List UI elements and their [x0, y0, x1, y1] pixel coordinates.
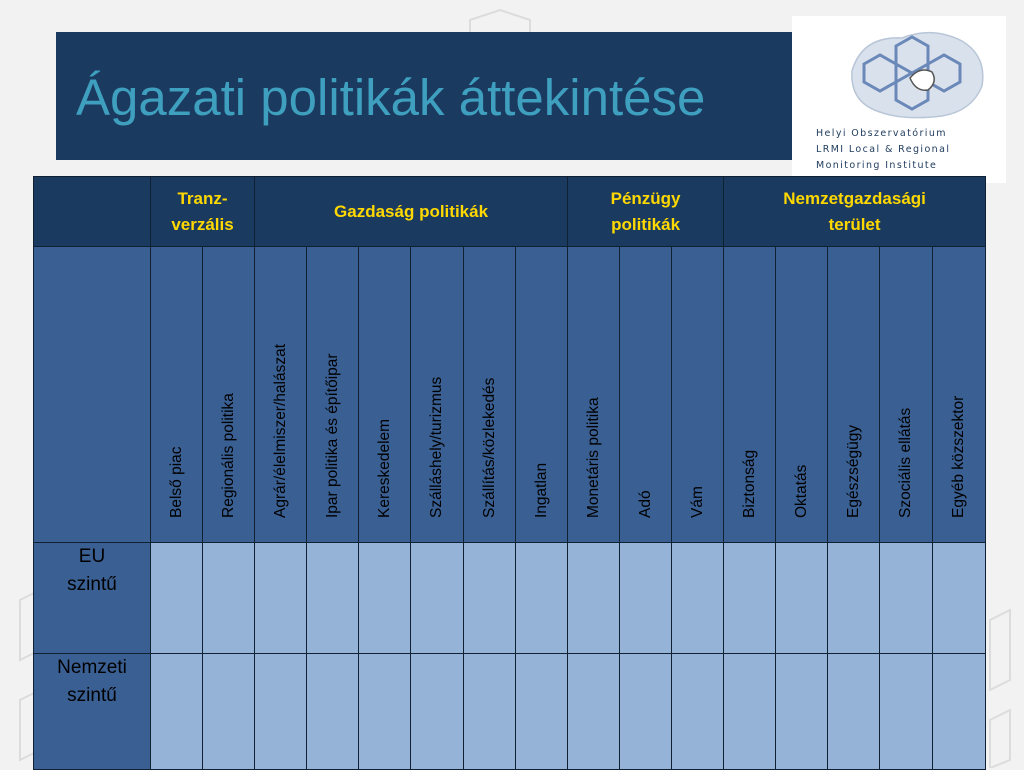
group-label-line2: politikák — [611, 214, 681, 234]
logo-caption-line1: Helyi Obszervatórium — [816, 128, 947, 139]
column-header-row — [34, 247, 986, 543]
table-cell — [724, 654, 776, 770]
column-label: Regionális politika — [219, 393, 237, 518]
column-header — [307, 247, 359, 543]
group-header-transversal — [151, 177, 255, 247]
title-bar — [56, 32, 804, 160]
column-header — [411, 247, 464, 543]
column-label: Vám — [688, 486, 706, 518]
row-label-national — [34, 654, 151, 770]
column-header — [516, 247, 568, 543]
table-cell — [620, 543, 672, 654]
table-row-eu — [34, 543, 986, 654]
logo-caption-line3: Monitoring Institute — [816, 160, 938, 171]
column-header — [776, 247, 828, 543]
row-label-line2: szintű — [67, 574, 117, 595]
table-cell — [203, 654, 255, 770]
column-label: Ingatlan — [532, 462, 550, 518]
group-header-national-economy — [724, 177, 986, 247]
column-label: Egészségügy — [844, 424, 862, 518]
table-cell — [516, 543, 568, 654]
column-header — [255, 247, 307, 543]
column-header — [464, 247, 516, 543]
table-cell — [672, 543, 724, 654]
group-header-row — [34, 177, 986, 247]
table-cell — [464, 543, 516, 654]
group-header-finance — [568, 177, 724, 247]
table-cell — [724, 543, 776, 654]
table-cell — [880, 654, 933, 770]
table-cell — [620, 654, 672, 770]
table-cell — [568, 654, 620, 770]
column-header — [828, 247, 880, 543]
column-label: Belső piac — [167, 446, 185, 518]
group-label-line1: Nemzetgazdasági — [783, 188, 926, 208]
column-label: Szálláshely/turizmus — [428, 376, 446, 518]
table-cell — [255, 543, 307, 654]
column-header-blank — [34, 247, 151, 543]
column-label: Egyéb közszektor — [950, 395, 968, 518]
table-cell — [568, 543, 620, 654]
column-label: Agrár/élelmiszer/halászat — [271, 343, 289, 518]
row-label-line1: EU — [78, 546, 106, 567]
column-header — [620, 247, 672, 543]
column-header — [933, 247, 986, 543]
table-cell — [307, 543, 359, 654]
group-label-line1: Tranz- — [177, 188, 228, 208]
corner-cell — [34, 177, 151, 247]
lrmi-logo — [792, 16, 1006, 183]
table-cell — [411, 543, 464, 654]
table-cell — [880, 543, 933, 654]
table-cell — [776, 654, 828, 770]
page-title: Ágazati politikák áttekintése — [76, 69, 706, 126]
column-label: Szociális ellátás — [897, 407, 915, 518]
group-label-line1: Pénzügy — [610, 188, 681, 208]
table-cell — [828, 654, 880, 770]
table-cell — [203, 543, 255, 654]
group-label-line2: terület — [828, 214, 881, 234]
table-cell — [933, 654, 986, 770]
hexagon-map-icon — [792, 16, 1006, 126]
table-cell — [151, 543, 203, 654]
column-label: Kereskedelem — [375, 418, 393, 518]
table-cell — [359, 654, 411, 770]
table-cell — [776, 543, 828, 654]
column-header — [880, 247, 933, 543]
column-label: Ipar politika és építőipar — [323, 353, 341, 518]
table-cell — [411, 654, 464, 770]
table-cell — [464, 654, 516, 770]
table-cell — [828, 543, 880, 654]
group-label-line2: verzális — [171, 214, 234, 234]
column-header — [151, 247, 203, 543]
column-label: Biztonság — [740, 449, 758, 518]
column-label: Adó — [636, 490, 654, 518]
group-label-line1: Gazdaság politikák — [334, 201, 489, 221]
table-cell — [672, 654, 724, 770]
row-label-line2: szintű — [67, 685, 117, 706]
column-header — [203, 247, 255, 543]
policy-matrix-table — [33, 176, 986, 770]
column-header — [724, 247, 776, 543]
table-cell — [516, 654, 568, 770]
table-cell — [359, 543, 411, 654]
column-label: Monetáris politika — [584, 397, 602, 518]
column-header — [672, 247, 724, 543]
table-row-national — [34, 654, 986, 770]
logo-caption-line2: LRMI Local & Regional — [816, 144, 951, 155]
column-header — [568, 247, 620, 543]
table-cell — [255, 654, 307, 770]
column-label: Szállítás/közlekedés — [480, 377, 498, 518]
table-cell — [933, 543, 986, 654]
group-header-economy — [255, 177, 568, 247]
row-label-line1: Nemzeti — [57, 657, 127, 678]
row-label-eu — [34, 543, 151, 654]
column-header — [359, 247, 411, 543]
column-label: Oktatás — [792, 464, 810, 518]
table-cell — [151, 654, 203, 770]
table-cell — [307, 654, 359, 770]
